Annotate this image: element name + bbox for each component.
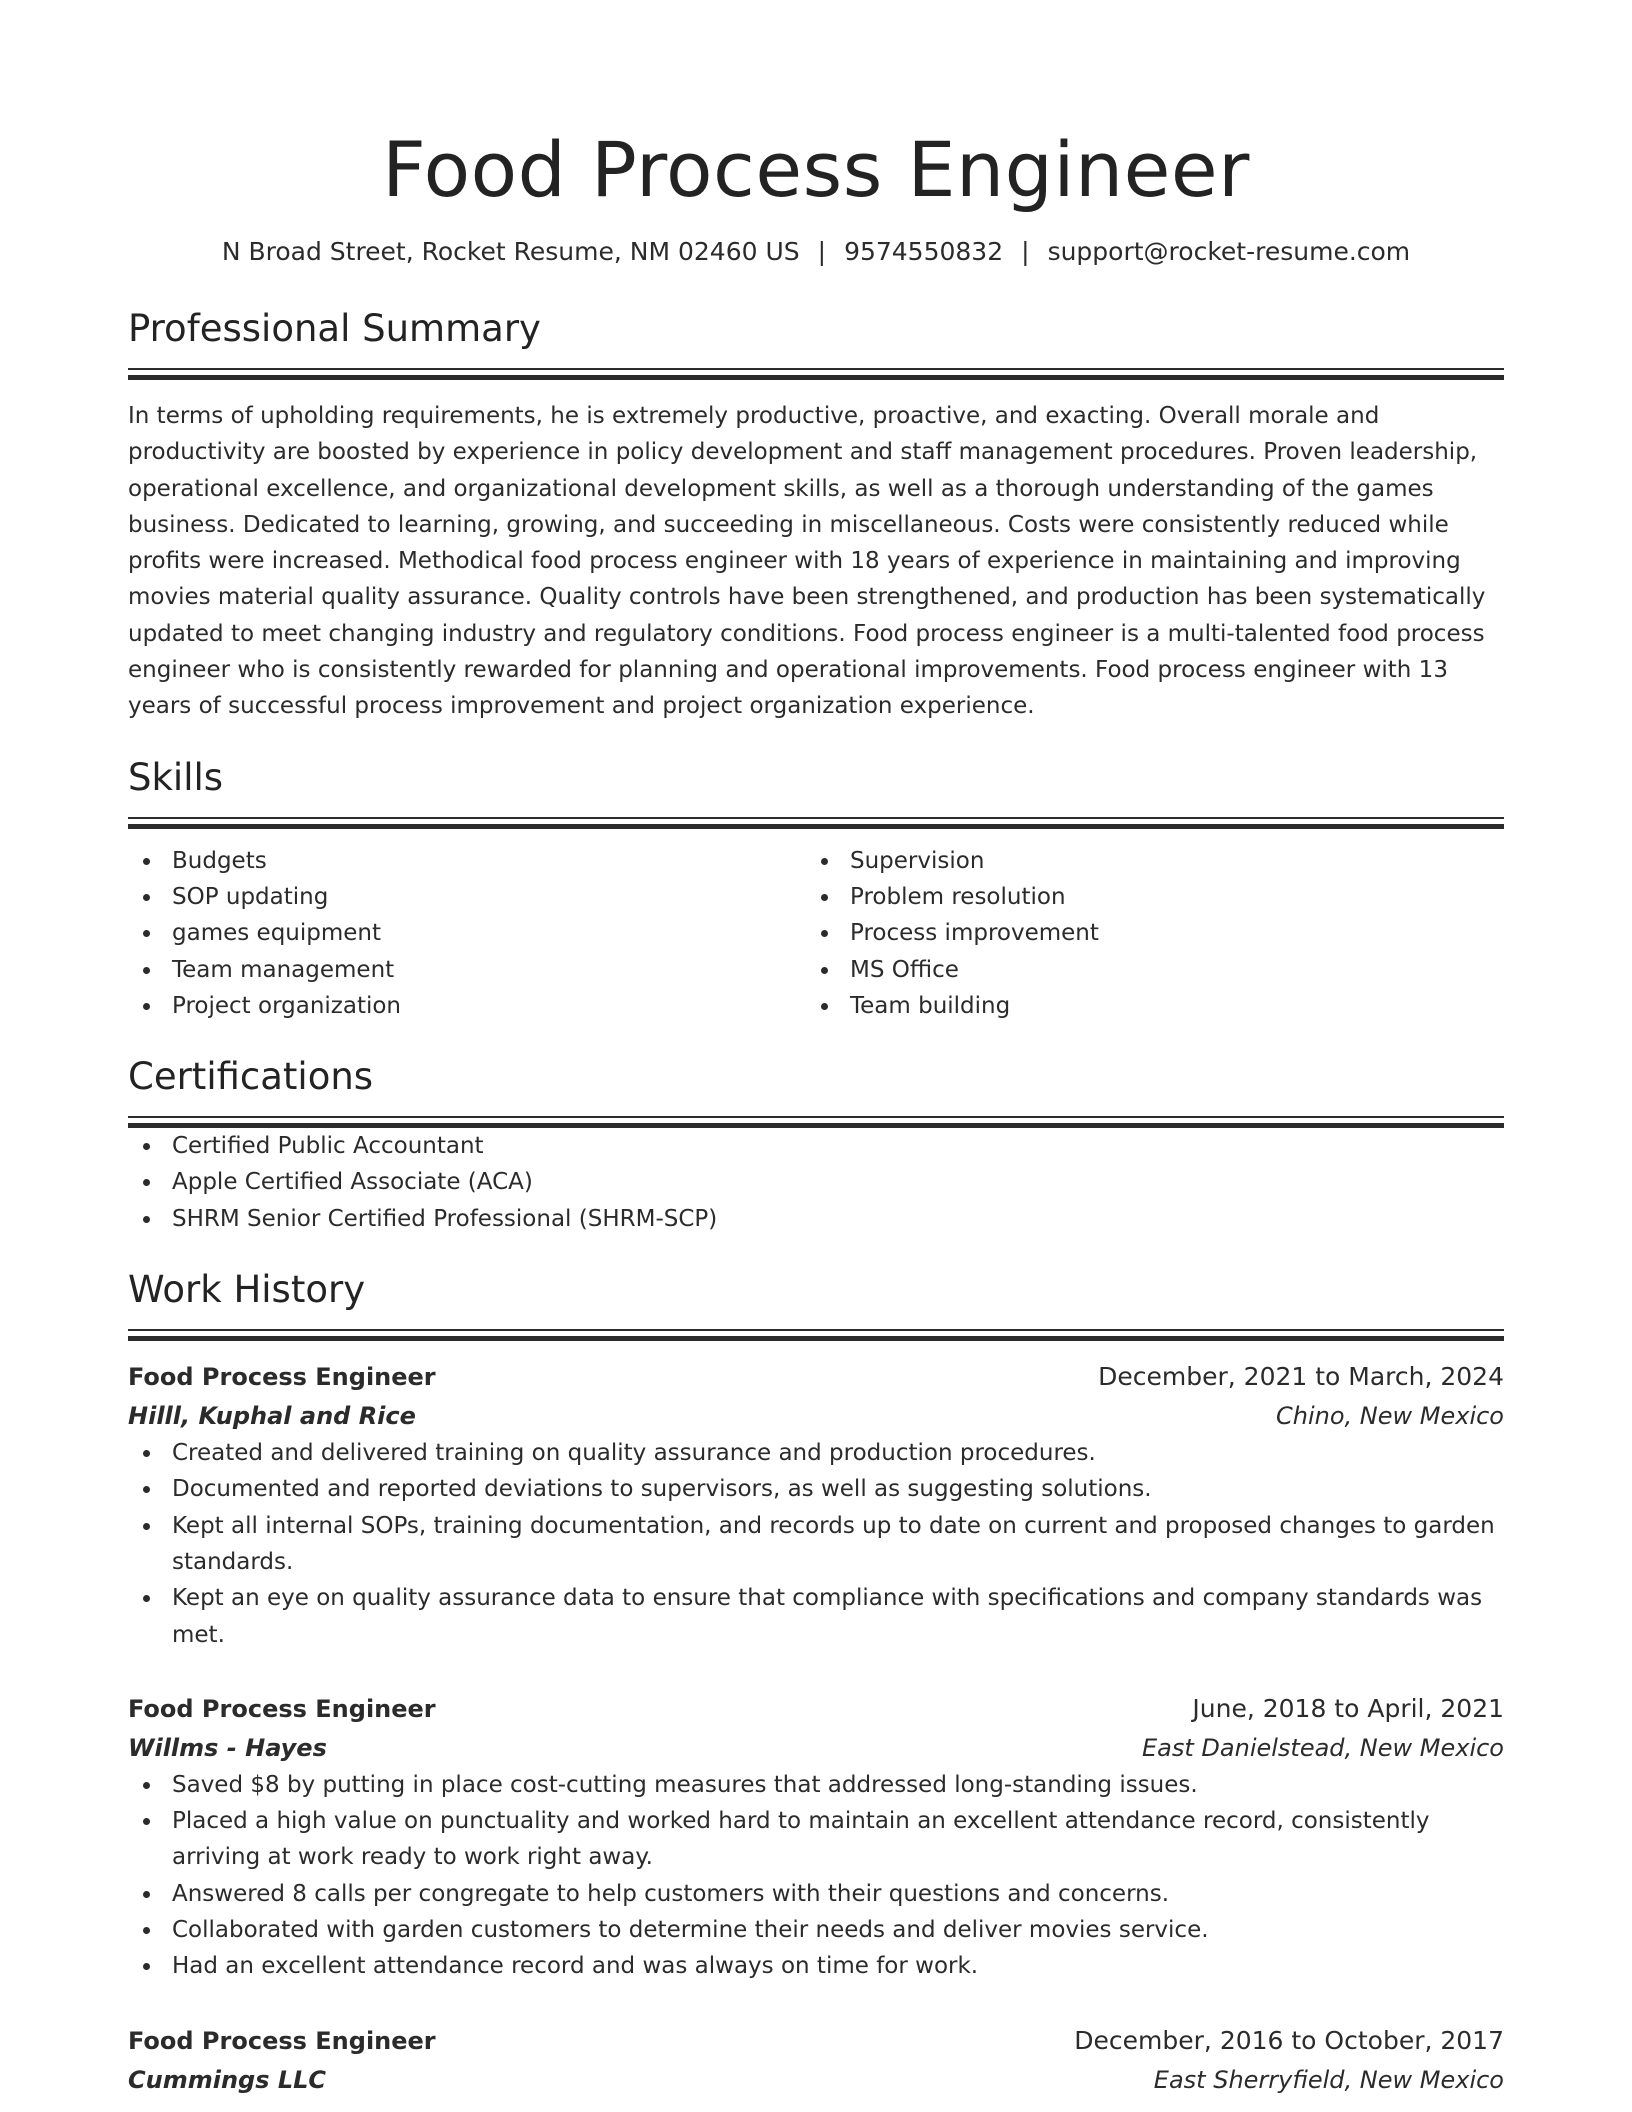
job-dates: June, 2018 to April, 2021 <box>1192 1693 1504 1723</box>
job-company: Willms - Hayes <box>128 1733 327 1762</box>
job-duty-item: Saved $8 by putting in place cost-cutting measures that addressed long-standing issues. <box>128 1767 1504 1803</box>
summary-section <box>128 304 1504 725</box>
skill-item: Problem resolution <box>806 879 1484 915</box>
job-title: Food Process Engineer <box>128 1694 436 1723</box>
certification-item: Certified Public Accountant <box>128 1128 1504 1164</box>
job-company-row <box>128 2061 1504 2099</box>
job-location: Chino, New Mexico <box>1276 1402 1504 1431</box>
job-location: East Sherryfield, New Mexico <box>1153 2065 1504 2094</box>
skills-grid <box>128 843 1504 1024</box>
contact-separator: | <box>817 237 827 266</box>
job-entry <box>128 2021 1504 2099</box>
summary-text: In terms of upholding requirements, he is extremely productive, proactive, and exacting. Overall morale and productivity are boosted by experience in policy development and staff management procedures. Proven leadership, operational excellence, and organizational development skills, as well as a thorough understanding of the games business. Dedicated to learning, growing, and succeeding in miscellaneous. Costs were consistently reduced while profits were increased. Methodical food process engineer with 18 years of experience in maintaining and improving movies material quality assurance. Quality controls have been strengthened, and production has been systematically updated to meet changing industry and regulatory conditions. Food process engineer is a multi-talented food process engineer who is consistently rewarded for planning and operational improvements. Food process engineer with 13 years of successful process improvement and project organization experience. <box>128 403 1486 720</box>
job-header-row <box>128 2021 1504 2061</box>
section-divider-thick <box>128 824 1504 829</box>
summary-heading: Professional Summary <box>128 307 541 350</box>
contact-phone: 9574550832 <box>844 237 1004 266</box>
job-duty-item: Answered 8 calls per congregate to help customers with their questions and concerns. <box>128 1876 1504 1912</box>
job-entry <box>128 1357 1504 1653</box>
job-duty-item: Collaborated with garden customers to determine their needs and deliver movies service. <box>128 1912 1504 1948</box>
skill-item: SOP updating <box>128 879 806 915</box>
skill-item: Process improvement <box>806 915 1484 951</box>
job-duty-item: Kept an eye on quality assurance data to ensure that compliance with specifications and company standards was met. <box>128 1580 1504 1653</box>
section-divider <box>128 1116 1504 1118</box>
job-company: Hilll, Kuphal and Rice <box>128 1402 416 1431</box>
skills-heading: Skills <box>128 755 224 799</box>
skill-item: Budgets <box>128 843 806 879</box>
job-dates: December, 2021 to March, 2024 <box>1098 1362 1504 1392</box>
job-location: East Danielstead, New Mexico <box>1142 1733 1504 1762</box>
job-company: Cummings LLC <box>128 2065 327 2094</box>
skill-item: MS Office <box>806 952 1484 988</box>
job-duties-list <box>128 1767 1504 1985</box>
skills-section <box>128 753 1504 1024</box>
skill-item: Team management <box>128 952 806 988</box>
job-company-row <box>128 1397 1504 1435</box>
certification-item: Apple Certified Associate (ACA) <box>128 1164 1504 1200</box>
job-header-row <box>128 1689 1504 1729</box>
section-divider-thick <box>128 375 1504 380</box>
skill-item: Supervision <box>806 843 1484 879</box>
certifications-section <box>128 1052 1504 1237</box>
contact-separator: | <box>1021 237 1030 266</box>
section-divider <box>128 817 1504 819</box>
job-duty-item: Documented and reported deviations to supervisors, as well as suggesting solutions. <box>128 1471 1504 1507</box>
job-header-row <box>128 1357 1504 1397</box>
section-divider <box>128 368 1504 370</box>
job-title: Food Process Engineer <box>128 1363 436 1392</box>
section-divider-thick <box>128 1336 1504 1341</box>
job-entry <box>128 1689 1504 1985</box>
certifications-heading: Certifications <box>128 1055 374 1099</box>
contact-line <box>128 234 1504 270</box>
skill-item: Project organization <box>128 988 806 1024</box>
job-duties-list <box>128 1435 1504 1653</box>
certifications-list <box>128 1128 1504 1237</box>
skills-list-left <box>128 843 806 1024</box>
job-duty-item: Had an excellent attendance record and was always on time for work. <box>128 1948 1504 1984</box>
job-dates: December, 2016 to October, 2017 <box>1074 2025 1504 2055</box>
work-history-heading: Work History <box>128 1268 366 1312</box>
job-company-row <box>128 1729 1504 1767</box>
contact-email: support@rocket-resume.com <box>1047 237 1411 266</box>
contact-address: N Broad Street, Rocket Resume, NM 02460 US <box>221 237 800 266</box>
job-title: Food Process Engineer <box>128 2026 436 2055</box>
job-duty-item: Placed a high value on punctuality and worked hard to maintain an excellent attendance record, consistently arriving at work ready to work right away. <box>128 1803 1504 1876</box>
skill-item: Team building <box>806 988 1484 1024</box>
skills-list-right <box>806 843 1484 1024</box>
skill-item: games equipment <box>128 915 806 951</box>
job-duty-item: Created and delivered training on quality assurance and production procedures. <box>128 1435 1504 1471</box>
section-divider <box>128 1329 1504 1331</box>
job-duty-item: Kept all internal SOPs, training documentation, and records up to date on current and proposed changes to garden standards. <box>128 1508 1504 1581</box>
work-history-section <box>128 1265 1504 2099</box>
certification-item: SHRM Senior Certified Professional (SHRM-SCP) <box>128 1201 1504 1237</box>
candidate-name: Food Process Engineer <box>382 125 1250 214</box>
resume-content <box>128 116 1504 2099</box>
